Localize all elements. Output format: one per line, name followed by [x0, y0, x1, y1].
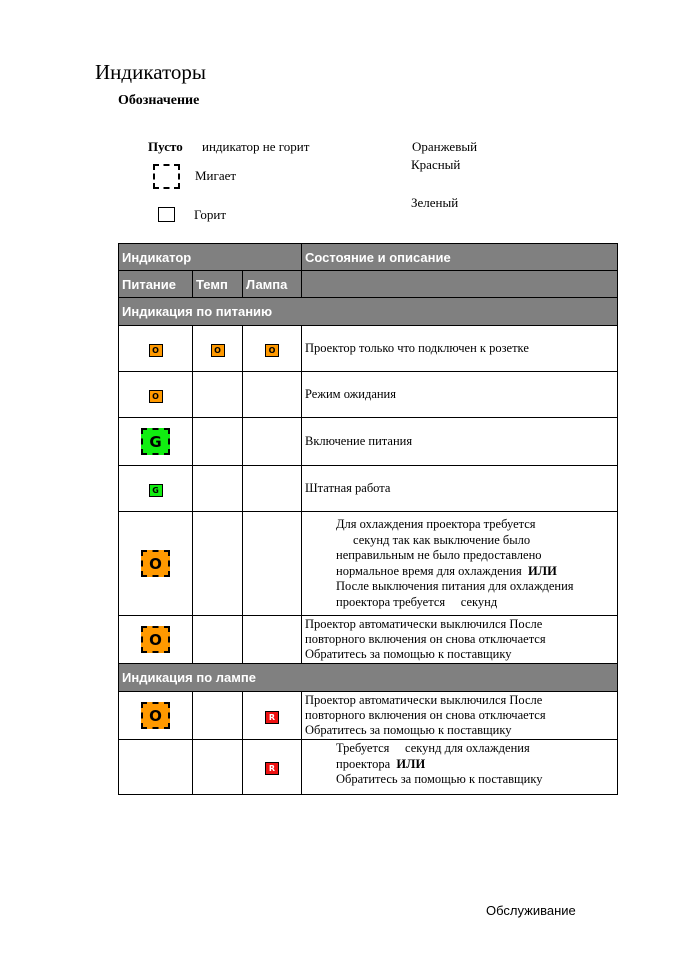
table-subheader-row: [119, 271, 618, 298]
section-lamp: Индикация по лампе: [119, 664, 618, 692]
table-row: [119, 740, 618, 795]
table-row: [119, 692, 618, 740]
header-indicator: Индикатор: [119, 244, 302, 271]
section-row: [119, 298, 618, 326]
lamp-red-icon: R: [265, 711, 279, 724]
power-orange-blinking-icon: O: [141, 626, 170, 653]
section-power: Индикация по питанию: [119, 298, 618, 326]
row-description: Требуется секунд для охлаждения проектора ИЛИ Обратитесь за помощью к поставщику: [302, 740, 618, 795]
lit-indicator-icon: [158, 207, 175, 222]
row-description: Проектор автоматически выключился После повторного включения он снова отключается Обратитесь за помощью к поставщику: [302, 616, 618, 664]
header-state: Состояние и описание: [302, 244, 618, 271]
table-row: [119, 418, 618, 466]
header-temp: Темп: [193, 271, 243, 298]
row-description: Штатная работа: [302, 466, 618, 512]
table-header-row: [119, 244, 618, 271]
power-orange-icon: O: [149, 344, 163, 357]
header-lamp: Лампа: [243, 271, 302, 298]
legend-orange: Оранжевый: [412, 139, 478, 154]
row-description: Включение питания: [302, 418, 618, 466]
power-orange-blinking-icon: O: [141, 550, 170, 577]
row-description: Проектор только что подключен к розетке: [302, 326, 618, 372]
power-green-blinking-icon: G: [141, 428, 170, 455]
legend-green: Зеленый: [411, 195, 459, 210]
legend-empty-desc: индикатор не горит: [202, 139, 310, 154]
header-power: Питание: [119, 271, 193, 298]
page-footer: Обслуживание: [486, 903, 576, 918]
page-title: Индикаторы: [95, 60, 206, 84]
power-orange-icon: O: [149, 390, 163, 403]
lamp-red-icon: R: [265, 762, 279, 775]
row-description: Для охлаждения проектора требуется секунд так как выключение было неправильным не было предоставлено нормальное время для охлаждения ИЛИ После выключения питания для охлаждения проектора требуется секунд: [302, 512, 618, 616]
section-subtitle: Обозначение: [118, 93, 200, 108]
legend-empty-label: Пусто: [148, 139, 183, 154]
table-row: [119, 512, 618, 616]
header-empty: [302, 271, 618, 298]
table-row: [119, 466, 618, 512]
indicator-table: [118, 243, 618, 795]
section-row: [119, 664, 618, 692]
power-orange-blinking-icon: O: [141, 702, 170, 729]
power-green-icon: G: [149, 484, 163, 497]
legend-blink-desc: Мигает: [195, 168, 237, 183]
row-description: Проектор автоматически выключился После повторного включения он снова отключается Обратитесь за помощью к поставщику: [302, 692, 618, 740]
row-description: Режим ожидания: [302, 372, 618, 418]
table-row: [119, 616, 618, 664]
temp-orange-icon: O: [211, 344, 225, 357]
table-row: [119, 326, 618, 372]
blinking-indicator-icon: [153, 164, 180, 189]
legend-red: Красный: [411, 157, 461, 172]
legend-on-desc: Горит: [194, 207, 227, 222]
lamp-orange-icon: O: [265, 344, 279, 357]
table-row: [119, 372, 618, 418]
